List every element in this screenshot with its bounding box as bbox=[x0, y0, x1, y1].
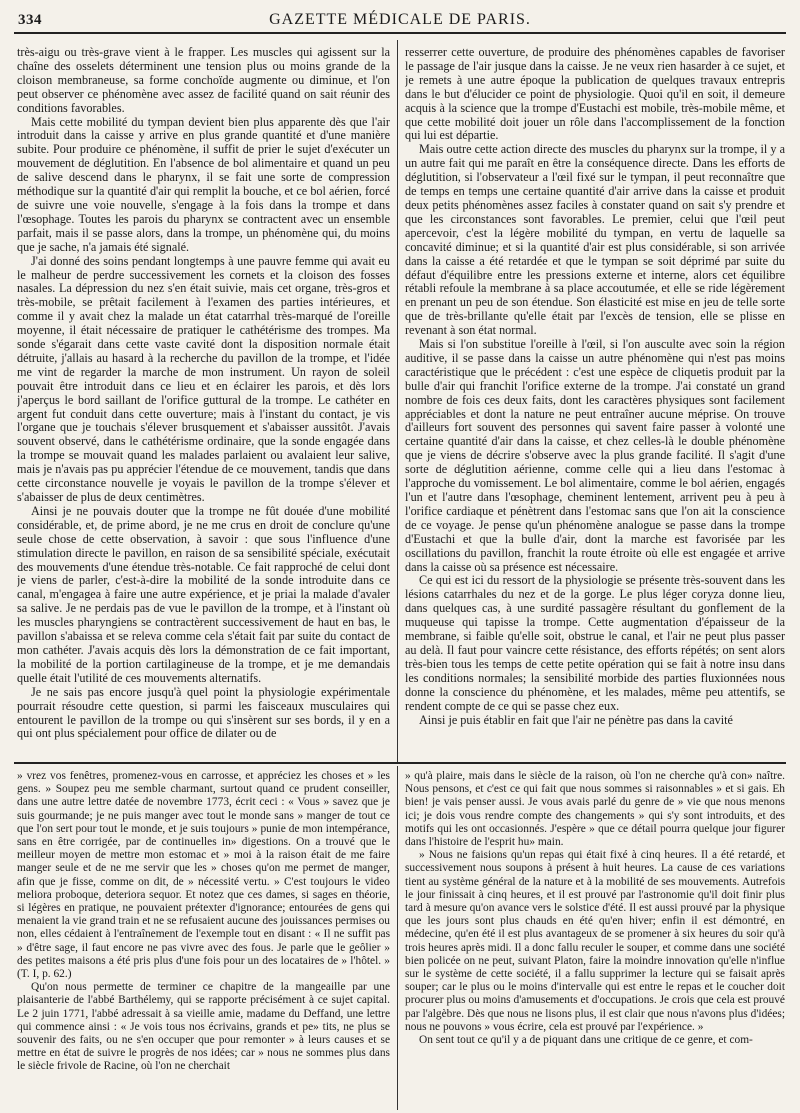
paragraph: » Nous ne faisions qu'un repas qui était fixé à cinq heures. Il a été retardé, et successivement nous soupons à présent à huit heures. La cause de ces variations tient au système général de la nature et à la mobilité de ses mouvements. Autrefois le jour finissait à cinq heures, et il est prouvé par l'astronomie qu'il doit finir plus tard à mesure qu'on avance vers le solstice d'été. Il est aussi prouvé par la physique que les jours sont plus chauds en été qu'en hiver; enfin il est démontré, en médecine, qu'en été il est plus avantageux de se promener à six heures du soir qu'à trois heures après midi. Il a donc fallu reculer le souper, et comme dans une société bien policée on ne peut, suivant Platon, faire la moindre innovation qu'elle n'influe sur le système de cette société, il a fallu supprimer la lecture qui se faisait après souper; car le plus ou le moins d'intervalle qui est entre le repas et le coucher doit procurer plus ou moins d'amusements et d'occupations. Je crois que cela est prouvé par l'algèbre. Dès que nous ne lisons plus, il est clair que nous n'avons plus d'idées; nous ne pouvons » vous écrire, cela est prouvé par l'expérience. » bbox=[405, 849, 785, 1033]
paragraph: resserrer cette ouverture, de produire des phénomènes capables de favoriser le passage de l'air jusque dans la caisse. Je ne veux rien hasarder à ce sujet, et je remets à une autre époque la publication de quelques travaux entrepris dans le but d'élucider ce point de physiologie. Quoi qu'il en soit, il demeure acquis à la science que la trompe d'Eustachi est mobile, très-mobile même, et que cette mobilité doit jouer un rôle dans l'accomplissement de la fonction qui lui est départie. bbox=[405, 46, 785, 143]
column-divider bbox=[397, 766, 398, 1110]
paragraph: Je ne sais pas encore jusqu'à quel point la physiologie expérimentale pourrait résoudre cette question, si parmi les faisceaux musculaires qui entourent le pavillon de la trompe ou qui s'insèrent sur ses bords, il y en a qui ont plus spécialement pour office de dilater ou de bbox=[17, 684, 390, 741]
feuilleton-column-right bbox=[405, 770, 785, 1108]
paragraph: Mais outre cette action directe des muscles du pharynx sur la trompe, il y a un autre fait qui me paraît en être la conséquence directe. Dans les efforts de déglutition, si l'observateur a l'œil fixé sur le tympan, il peut reconnaître que de temps en temps une certaine quantité d'air arrive dans la caisse et produit deux petits phénomènes assez faciles à constater quand on sait s'y prendre et que les circonstances sont favorables. Le premier, celui que l'œil peut apercevoir, c'est la légère mobilité du tympan, en vertu de laquelle sa concavité diminue; et si la quantité d'air est plus considérable, si son arrivée dans la caisse a été retardée et que le tympan se soit déprimé par suite du défaut d'équilibre entre les pressions externe et interne, alors cet équilibre rétabli refoule la membrane à sa place accoutumée, et elle se ride légèrement en prenant un peu de son étendue. Son élasticité est mise en jeu de telle sorte que de très-brillante qu'elle était par l'excès de tension, elle se plisse en revenant à son état normal. bbox=[405, 142, 785, 338]
paragraph: Mais cette mobilité du tympan devient bien plus apparente dès que l'air introduit dans la caisse y arrive en plus grande quantité et d'une manière subite. Pour produire ce phénomène, il suffit de prier le sujet d'exécuter un mouvement de déglutition. En l'absence de bol alimentaire et quand un peu de salive descend dans le pharynx, il se fait une sorte de compression méthodique sur la quantité d'air qui remplit la bouche, et ce bol aérien, forcé de suivre une voie nouvelle, s'engage à la fois dans la trompe et dans l'œsophage. Toutes les parois du pharynx se contractent avec un ensemble parfait, mais il se passe alors, dans la trompe, un phénomène qui, du moins que je sache, n'a jamais été signalé. bbox=[17, 114, 390, 254]
paragraph: Ainsi je puis établir en fait que l'air ne pénètre pas dans la cavité bbox=[419, 712, 733, 727]
feuilleton-column-left bbox=[17, 770, 390, 1108]
paragraph: On sent tout ce qu'il y a de piquant dans une critique de ce genre, et com- bbox=[419, 1034, 753, 1047]
article-column-left bbox=[17, 46, 390, 760]
paragraph: » qu'à plaire, mais dans le siècle de la raison, où l'on ne cherche qu'à con» naître. Nous pensons, et c'est ce qui fait que nous sommes si raisonnables » et si gais. Eh bien! je vais penser aussi. Je vous avais parlé du genre de » vie que nous menons ici; je dois vous rendre compte des changements » qui s'y sont introduits, et des motifs qui les ont occasionnés. J'espère » que ce détail pourra quelque jour figurer dans l'histoire de l'esprit hu» main. bbox=[405, 770, 785, 849]
page-number: 334 bbox=[18, 12, 42, 28]
paragraph: Ainsi je ne pouvais douter que la trompe ne fût douée d'une mobilité considérable, et, de prime abord, je ne me crus en droit de conclure qu'une seule chose de cette observation, à savoir : que sous l'influence d'une stimulation directe le pavillon, en raison de sa sensibilité spéciale, exécutait des mouvements d'une étendue très-notable. Ce fait rapproché de celui dont je viens de parler, c'est-à-dire la mobilité de la sonde introduite dans ce canal, m'engagea à faire une autre expérience, et je priai la malade d'avaler sa salive. Je ne perdais pas de vue le pavillon de la trompe, et à l'instant où les muscles pharyngiens se contractèrent successivement de haut en bas, le pavillon s'abaissa et se releva comme cela s'était fait par suite du contact de mon cathéter. J'avais acquis dès lors la démonstration de ce fait important, la mobilité de la portion cartilagineuse de la trompe, et je me demandais quelle était l'utilité de ces mouvements alternatifs. bbox=[17, 503, 390, 685]
paragraph: J'ai donné des soins pendant longtemps à une pauvre femme qui avait eu le malheur de perdre successivement les cornets et la cloison des fosses nasales. La dépression du nez s'en était suivie, mais cet organe, très-gros et très-mobile, se prêtait facilement à l'examen des parties intérieures, et comme il y avait chez la malade un état catarrhal très-marqué de l'oreille moyenne, il était nécessaire de pratiquer le cathétérisme des trompes. Ma sonde s'égarait dans cette vaste cavité dont la disposition normale était détruite, j'allais au hasard à la recherche du pavillon de la trompe, et l'idée me vint de regarder la marche de mon instrument. Un rayon de soleil pouvait être introduit dans ce lieu et en éclairer les parois, et dès lors j'aperçus le bord saillant de l'orifice guttural de la trompe. Le cathéter en argent fut conduit dans cette ouverture; mais à l'instant du contact, je vis l'organe que je touchais s'élever brusquement et s'abaisser aussitôt. J'avais souvent observé, dans le cathétérisme ordinaire, que la sonde engagée dans la trompe se mouvait quand les malades parlaient ou avalaient leur salive, mais je n'avais pas pu apprécier l'étendue de ce mouvement, tandis que dans cette circonstance nouvelle je voyais le pavillon de la trompe s'élever et s'abaisser de plus de deux centimètres. bbox=[17, 253, 390, 504]
article-column-right bbox=[405, 46, 785, 760]
paragraph: très-aigu ou très-grave vient à le frapper. Les muscles qui agissent sur la chaîne des osselets déterminent une tension plus ou moins grande de la cloison membraneuse, sa forme conchoïde augmente ou diminue, et l'on peut observer ce phénomène avec assez de facilité quand on sait réunir des conditions favorables. bbox=[17, 46, 390, 115]
paragraph: Qu'on nous permette de terminer ce chapitre de la mangeaille par une plaisanterie de l'abbé Barthélemy, qui se rapporte précisément à ce sujet capital. Le 2 juin 1771, l'abbé adressait à sa vieille amie, madame du Deffand, une lettre qui commence ainsi : « Je vois tous nos écrivains, grands et pe» tits, ne plus se souvenir des faits, ou ne s'en occuper que pour remonter » à leurs causes et se mettre en état de suivre le progrès de nos idées; car » nous ne sommes plus dans le siècle frivole de Racine, où l'on ne cherchait bbox=[17, 981, 390, 1073]
column-divider bbox=[397, 40, 398, 762]
paragraph: Mais si l'on substitue l'oreille à l'œil, si l'on ausculte avec soin la région auditive, il se passe dans la caisse un autre phénomène qui n'est pas moins caractéristique que le précédent : c'est une espèce de cliquetis produit par la bulle d'air qui franchit l'orifice externe de la trompe. J'ai constaté un grand nombre de fois ces deux faits, dont les caractères physiques sont facilement appréciables et dont la nature ne peut entraîner aucune méprise. On trouve d'ailleurs fort souvent des personnes qui savent faire passer à volonté une certaine quantité d'air dans la caisse, et chez celles-là le double phénomène que je viens de décrire s'observe avec la plus grande facilité. Il s'agit d'une sorte de déglutition aérienne, comme celle qui a lieu dans l'estomac à l'approche du vomissement. Le bol alimentaire, comme le bol aérien, engagés l'un et l'autre dans l'œsophage, cheminent lentement, arrivent peu à peu à l'orifice cardiaque et pénètrent dans l'estomac sans que l'on ait la conscience de ce voyage. Je pense qu'un phénomène analogue se passe dans la trompe d'Eustachi et que la bulle d'air, dont la marche est favorisée par les oscillations du pavillon, franchit la route étroite où elle est engagée et arrive dans la caisse où sa présence est nécessaire. bbox=[405, 337, 785, 574]
paragraph: Ce qui est ici du ressort de la physiologie se présente très-souvent dans les lésions catarrhales du nez et de la gorge. Le plus léger coryza donne lieu, dans quelques cas, à une surdité passagère résultant du gonflement de la muqueuse qui tapisse la trompe. Cette augmentation d'épaisseur de la membrane, si faible qu'elle soit, obstrue le canal, et l'air ne peut plus passer au delà. Il faut pour vaincre cette résistance, des efforts répétés; on sent alors très-bien tous les temps de cette petite opération qui se fait à notre insu dans les conditions normales; la sensibilité morbide des parties fluxionnées nous donne la conscience du phénomène, et les malades, même peu attentifs, se rendent compte de ce qui se passe chez eux. bbox=[405, 573, 785, 713]
page-header bbox=[14, 6, 786, 34]
journal-title: GAZETTE MÉDICALE DE PARIS. bbox=[269, 11, 531, 28]
paragraph: » vrez vos fenêtres, promenez-vous en carrosse, et appréciez les choses et » les gens. » Soupez peu me semble charmant, surtout quand ce prudent conseiller, dans une autre lettre datée de novembre 1773, écrit ceci : « Vous » savez que je suis gourmande; je ne puis manger avec tout le monde sans » manger de tout ce que l'on sert pour tout le monde, et je suis toujours » punie de mon intempérance, sans en être corrigée, par de continuelles in» digestions. On a trouvé que le meilleur moyen de mettre mon estomac et » moi à la raison était de me faire manger seule et de ne me servir que les » choses qu'on me permet de manger, afin que je fisse, comme on dit, de » nécessité vertu. » C'est toujours le video meliora proboque, deteriora sequor. Et notez que ces dames, si sages en théorie, si légères en pratique, ne pouvaient prétexter d'ignorance; entourées de gens qui menaient la vie grand train et ne se refusaient aucune des jouissances permises ou non, elles cédaient à l'entraînement de l'exemple tout en disant : « Il ne suffit pas » d'être sage, il faut encore ne pas vivre avec des fous. Je parle que le geôlier » des petites maisons a été pris plus d'une fois pour un des locataires de » l'hôtel. » (T. I, p. 62.) bbox=[17, 770, 390, 981]
feuilleton-divider bbox=[14, 762, 786, 764]
